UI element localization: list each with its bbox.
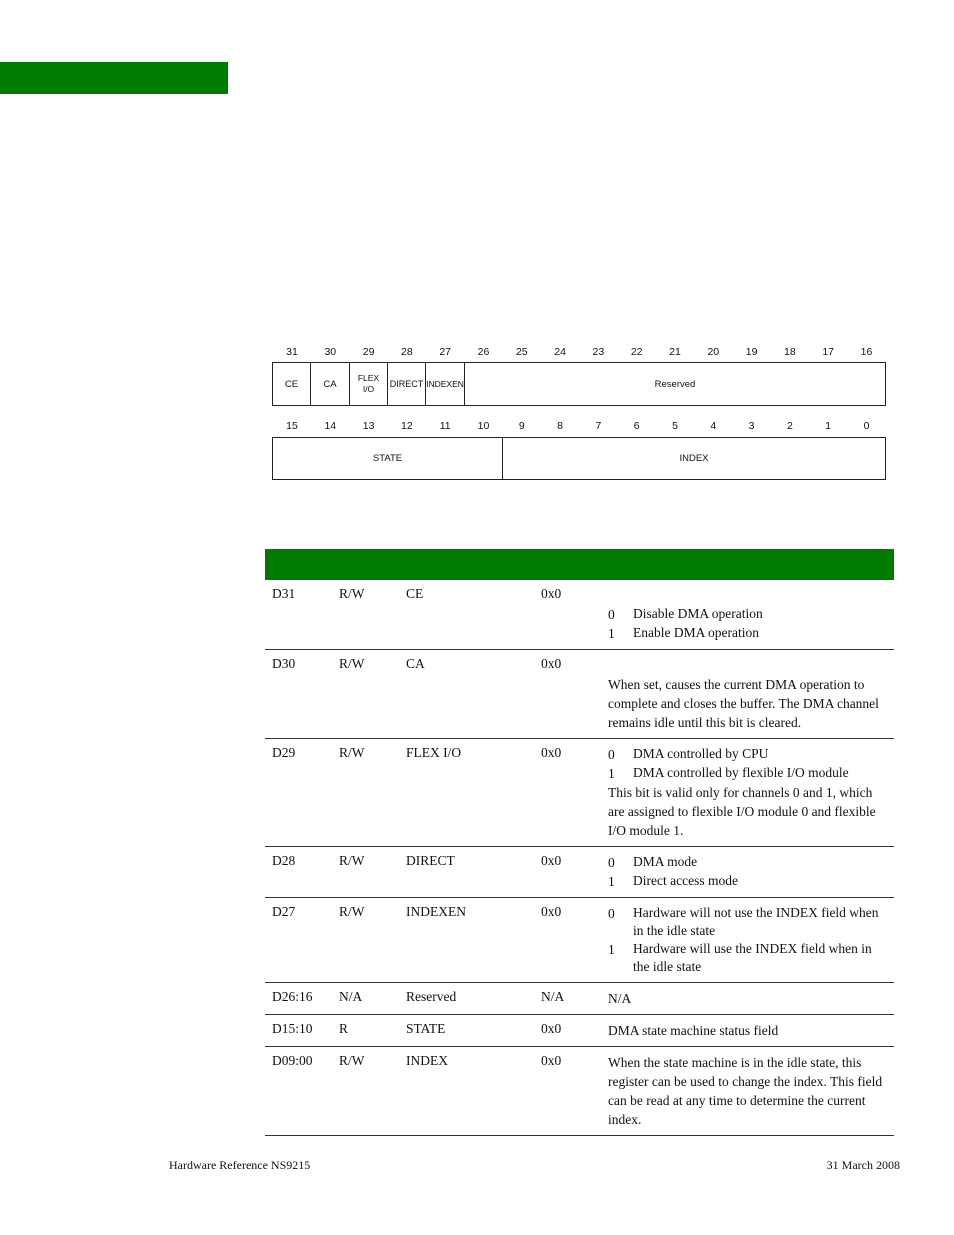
upper-bit-numbers bbox=[272, 346, 886, 360]
bit-number: 22 bbox=[630, 346, 643, 358]
table-header-bar bbox=[265, 549, 894, 580]
value-text: Hardware will not use the INDEX field when in the idle state bbox=[633, 905, 879, 938]
footer-date: 31 March 2008 bbox=[826, 1158, 900, 1172]
bit-number: 30 bbox=[324, 346, 337, 358]
cell-description bbox=[608, 739, 890, 846]
cell-description bbox=[608, 847, 890, 897]
bit-number: 2 bbox=[786, 420, 793, 432]
value-text: Hardware will use the INDEX field when in the idle state bbox=[633, 941, 872, 974]
cell-description bbox=[608, 898, 890, 982]
value-key: 1 bbox=[608, 942, 615, 957]
value-entry bbox=[608, 904, 890, 940]
bit-number: 18 bbox=[784, 346, 796, 358]
cell-access: R/W bbox=[339, 904, 365, 919]
cell-mnemonic: INDEXEN bbox=[406, 904, 466, 919]
table-row bbox=[265, 1015, 894, 1047]
field-ca: CA bbox=[311, 363, 350, 405]
bit-number: 5 bbox=[672, 420, 678, 432]
lower-bit-numbers bbox=[272, 420, 886, 434]
cell-description bbox=[608, 983, 890, 1014]
value-entry bbox=[608, 605, 890, 624]
cell-reset: 0x0 bbox=[541, 656, 562, 671]
value-key: 1 bbox=[608, 766, 615, 781]
value-key: 0 bbox=[608, 855, 615, 870]
value-entry bbox=[608, 745, 890, 764]
bit-number: 13 bbox=[362, 420, 375, 432]
value-key: 0 bbox=[608, 607, 615, 622]
bit-number: 16 bbox=[860, 346, 873, 358]
bit-number: 6 bbox=[633, 420, 640, 432]
cell-description bbox=[608, 650, 890, 738]
cell-mnemonic: Reserved bbox=[406, 989, 457, 1004]
cell-mnemonic: CA bbox=[406, 656, 425, 671]
cell-reset: 0x0 bbox=[541, 1053, 562, 1068]
cell-reset: 0x0 bbox=[541, 586, 562, 601]
bit-number: 20 bbox=[707, 346, 720, 358]
bit-number: 8 bbox=[557, 420, 564, 432]
cell-access: R/W bbox=[339, 656, 365, 671]
value-entry bbox=[608, 872, 890, 891]
cell-access: R/W bbox=[339, 853, 365, 868]
cell-access: R/W bbox=[339, 586, 365, 601]
field-indexen: INDEXEN bbox=[426, 363, 465, 405]
table-row bbox=[265, 580, 894, 650]
bit-number: 1 bbox=[825, 420, 832, 432]
value-key: 0 bbox=[608, 906, 615, 921]
cell-bits: D31 bbox=[272, 586, 296, 601]
cell-bits: D15:10 bbox=[272, 1021, 313, 1036]
cell-access: R bbox=[339, 1021, 349, 1036]
bit-number: 27 bbox=[439, 346, 452, 358]
bit-number: 23 bbox=[592, 346, 605, 358]
footer-document-title: Hardware Reference NS9215 bbox=[169, 1158, 311, 1172]
bit-number: 17 bbox=[822, 346, 835, 358]
field-state: STATE bbox=[273, 438, 503, 479]
table-row bbox=[265, 983, 894, 1015]
description-text: When set, causes the current DMA operation to complete and closes the buffer. The DMA channel remains idle until this bit is cleared. bbox=[608, 677, 879, 730]
value-text: Disable DMA operation bbox=[633, 606, 763, 621]
value-key: 0 bbox=[608, 747, 615, 762]
bit-number: 9 bbox=[518, 420, 525, 432]
bit-number: 7 bbox=[595, 420, 602, 432]
register-upper-fields bbox=[272, 362, 886, 406]
bit-number: 0 bbox=[863, 420, 870, 432]
value-text: DMA controlled by CPU bbox=[633, 746, 769, 761]
bit-number: 10 bbox=[477, 420, 490, 432]
bit-number: 26 bbox=[477, 346, 490, 358]
cell-bits: D30 bbox=[272, 656, 296, 671]
cell-reset: 0x0 bbox=[541, 853, 562, 868]
table-row bbox=[265, 739, 894, 847]
table-body bbox=[265, 580, 894, 1136]
bit-number: 15 bbox=[286, 420, 298, 432]
table-row bbox=[265, 650, 894, 739]
cell-bits: D29 bbox=[272, 745, 296, 760]
cell-reset: 0x0 bbox=[541, 904, 562, 919]
table-row bbox=[265, 1047, 894, 1136]
value-key: 1 bbox=[608, 626, 615, 641]
table-row bbox=[265, 847, 894, 898]
bit-number: 4 bbox=[710, 420, 717, 432]
field-reserved: Reserved bbox=[654, 378, 696, 390]
value-text: DMA controlled by flexible I/O module bbox=[633, 765, 849, 780]
bit-number: 21 bbox=[669, 346, 681, 358]
field-flex-io-line2: I/O bbox=[362, 384, 375, 394]
description-text: This bit is valid only for channels 0 and 1, which are assigned to flexible I/O module 0 and flexible I/O module 1. bbox=[608, 785, 876, 838]
cell-bits: D28 bbox=[272, 853, 296, 868]
bit-number: 31 bbox=[286, 346, 298, 358]
header-accent-bar bbox=[0, 62, 228, 94]
value-key: 1 bbox=[608, 874, 615, 889]
bit-number: 3 bbox=[748, 420, 755, 432]
field-ce: CE bbox=[273, 363, 311, 405]
cell-mnemonic: INDEX bbox=[406, 1053, 448, 1068]
cell-bits: D26:16 bbox=[272, 989, 313, 1004]
bit-number: 14 bbox=[324, 420, 337, 432]
field-index: INDEX bbox=[679, 453, 709, 464]
register-lower-fields bbox=[272, 437, 886, 480]
value-entry bbox=[608, 764, 890, 783]
bit-number: 24 bbox=[554, 346, 566, 358]
cell-description bbox=[608, 1015, 890, 1046]
value-entry bbox=[608, 624, 890, 643]
bit-number: 29 bbox=[362, 346, 375, 358]
register-description-table bbox=[265, 549, 894, 1136]
cell-reset: 0x0 bbox=[541, 1021, 562, 1036]
value-entry bbox=[608, 853, 890, 872]
cell-mnemonic: DIRECT bbox=[406, 853, 455, 868]
cell-reset: N/A bbox=[541, 989, 565, 1004]
bit-number: 25 bbox=[515, 346, 528, 358]
description-text: When the state machine is in the idle state, this register can be used to change the index. This field can be read at any time to determine the current index. bbox=[608, 1055, 883, 1127]
bit-number: 11 bbox=[439, 420, 451, 432]
value-text: Enable DMA operation bbox=[633, 625, 759, 640]
cell-access: N/A bbox=[339, 989, 363, 1004]
description-text: N/A bbox=[608, 991, 632, 1006]
cell-bits: D27 bbox=[272, 904, 296, 919]
cell-mnemonic: FLEX I/O bbox=[406, 745, 462, 760]
cell-access: R/W bbox=[339, 745, 365, 760]
value-entry bbox=[608, 940, 890, 976]
cell-mnemonic: STATE bbox=[406, 1021, 446, 1036]
cell-mnemonic: CE bbox=[406, 586, 424, 601]
field-direct: DIRECT bbox=[388, 363, 426, 405]
table-row bbox=[265, 898, 894, 983]
description-text: DMA state machine status field bbox=[608, 1023, 779, 1038]
bit-number: 19 bbox=[745, 346, 758, 358]
cell-access: R/W bbox=[339, 1053, 365, 1068]
bit-number: 28 bbox=[401, 346, 413, 358]
value-text: Direct access mode bbox=[633, 873, 738, 888]
cell-description bbox=[608, 580, 890, 649]
field-flex-io-line1: FLEX bbox=[357, 373, 380, 383]
bit-number: 12 bbox=[401, 420, 413, 432]
cell-bits: D09:00 bbox=[272, 1053, 313, 1068]
cell-reset: 0x0 bbox=[541, 745, 562, 760]
value-text: DMA mode bbox=[633, 854, 698, 869]
cell-description bbox=[608, 1047, 890, 1135]
field-flex-io bbox=[350, 363, 388, 405]
